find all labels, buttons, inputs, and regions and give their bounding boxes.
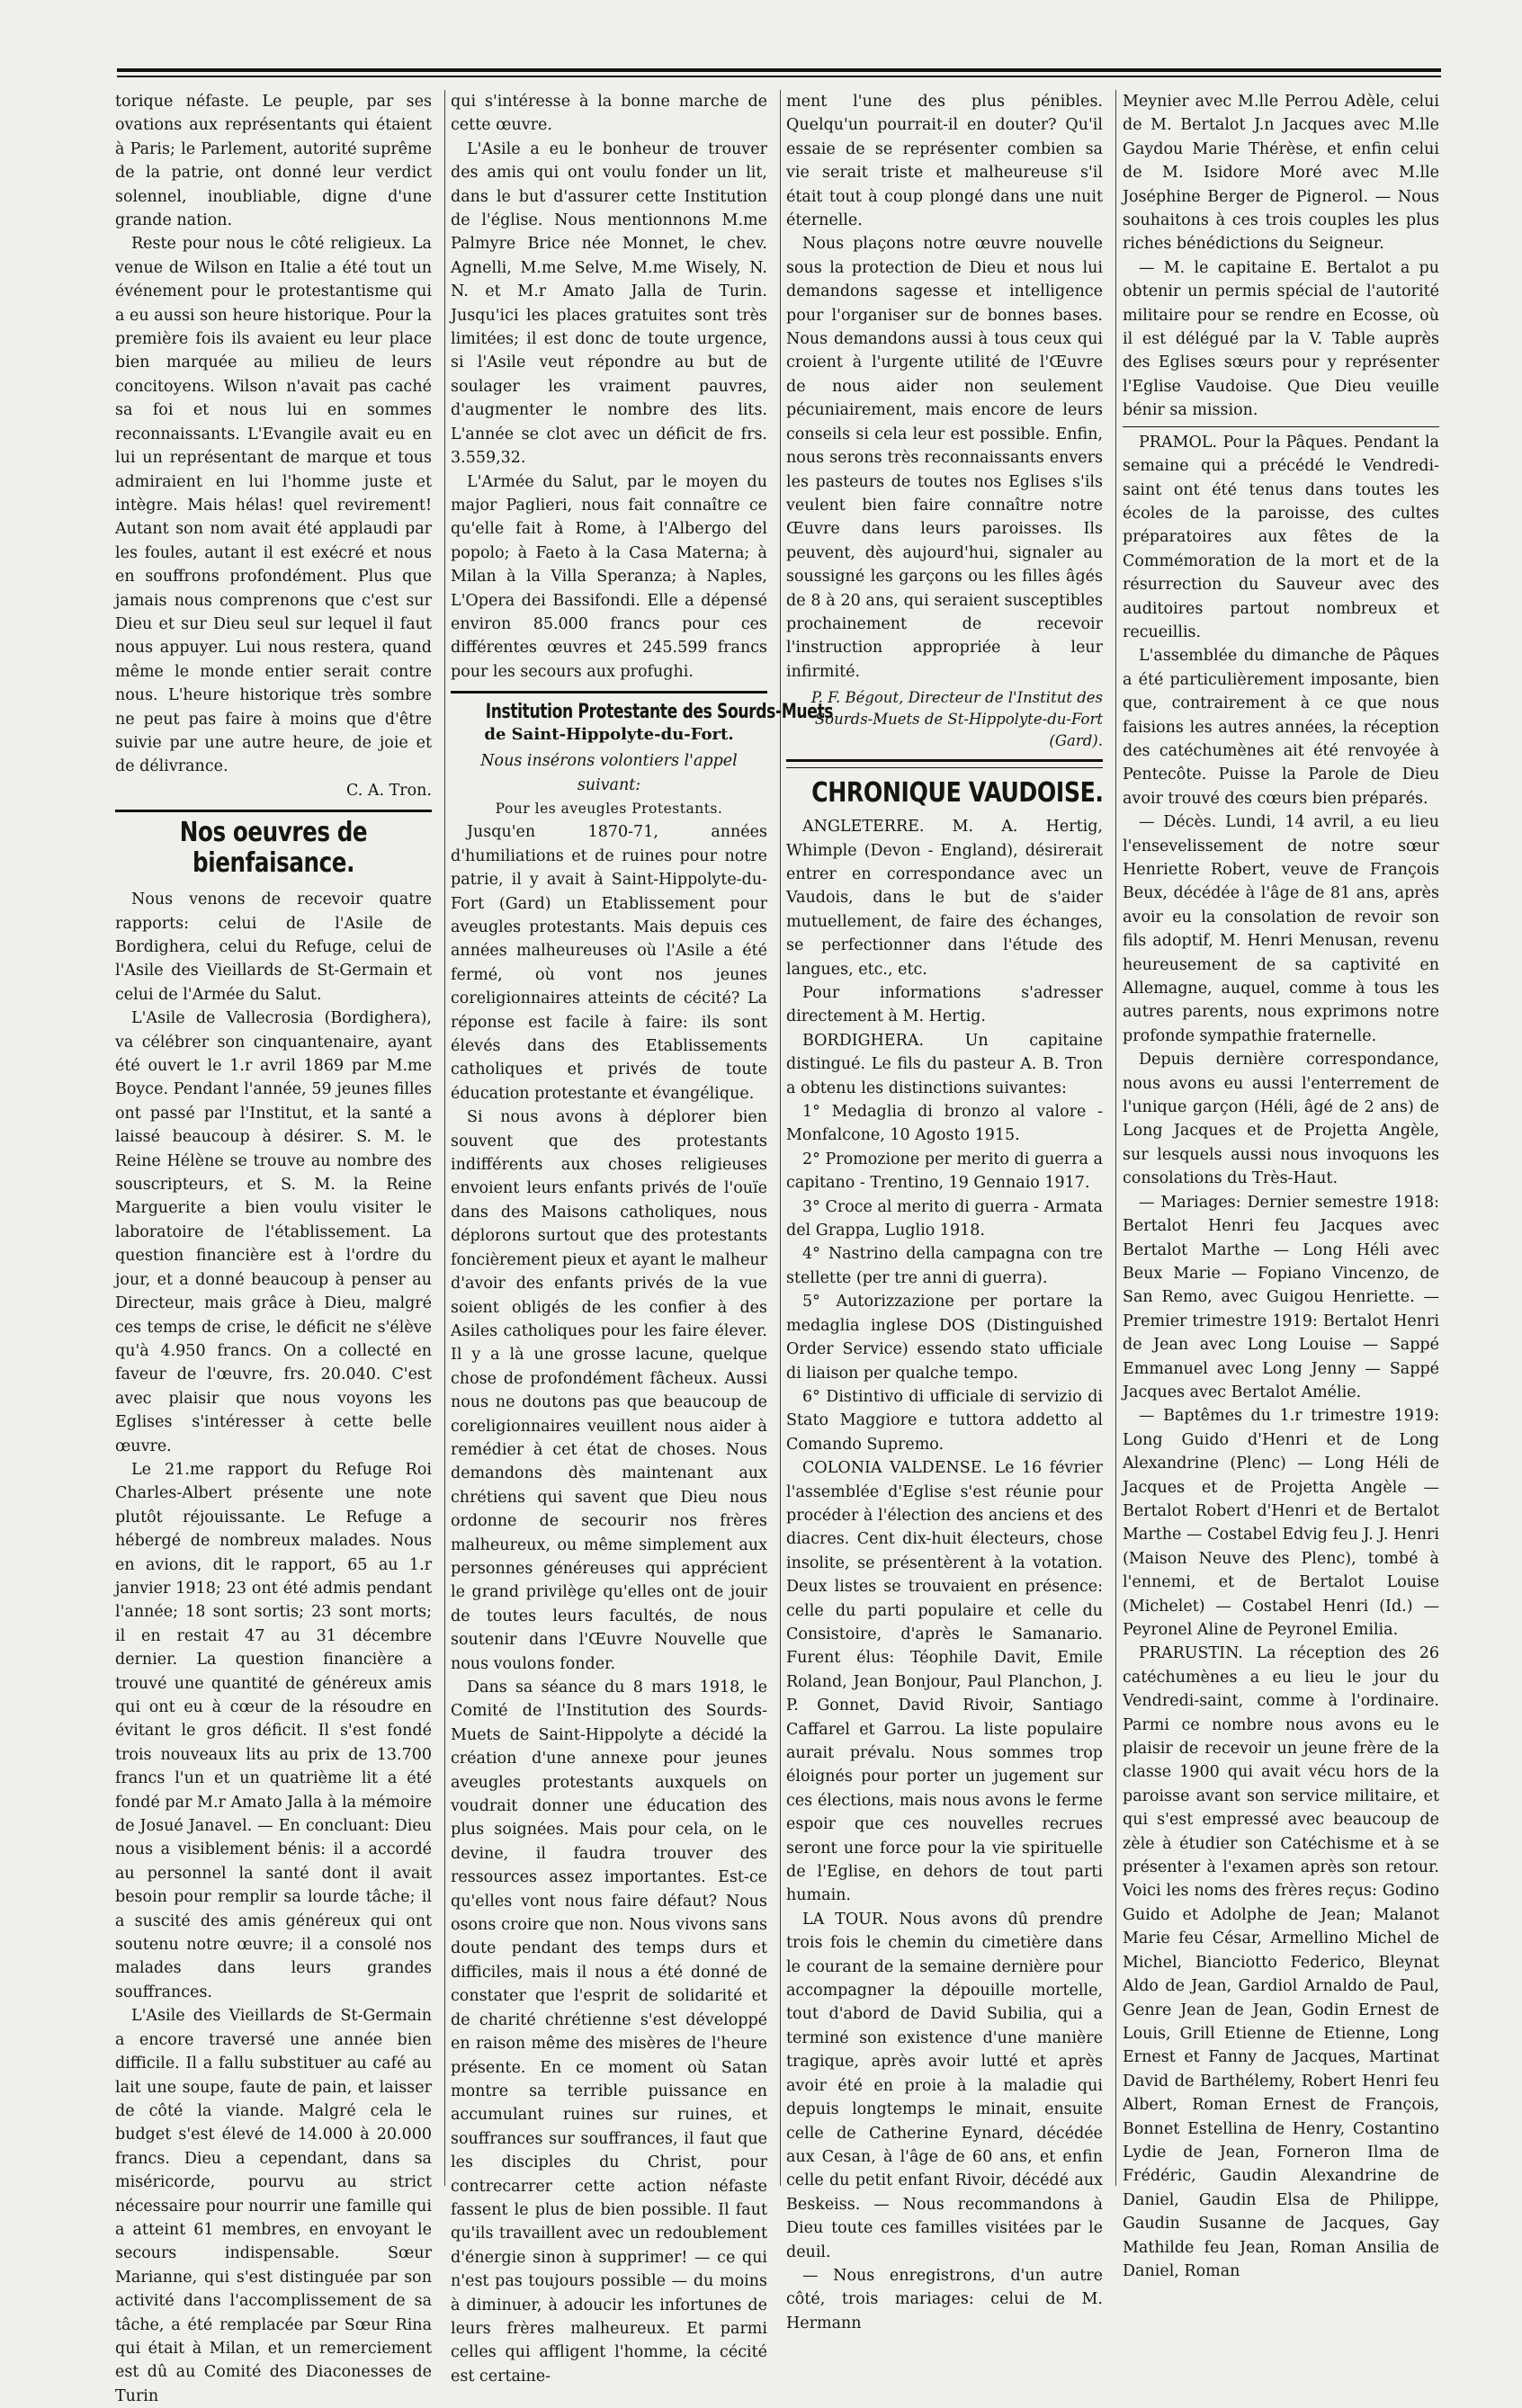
paragraph: L'Asile a eu le bonheur de trouver des amis qui ont voulu fonder un lit, dans le but d'assurer cette Institution de l'église. Nous mentionnons M.me Palmyre Brice née Monnet, le chev. Agnelli, M.me Selve, M.me Wisely, N. N. et M.r Amato Jalla de Turin. Jusqu'ici les places gratuites sont très limitées; il est donc de toute urgence, si l'Asile veut répondre au but de soulager les vraiment pauvres, d'augmenter le nombre des lits. L'année se clot avec un déficit de frs. 3.559,32. [451,139,767,468]
paragraph: PRAMOL. Pour la Pâques. Pendant la semaine qui a précédé le Vendredi-saint ont été tenus dans toutes les écoles de la paroisse, des cultes préparatoires aux fêtes de la Commémoration de la mort et de la résurrection du Sauveur avec des auditoires partout nombreux et recueillis. [1123,433,1439,641]
paragraph: BORDIGHERA. Un capitaine distingué. Le fils du pasteur A. B. Tron a obtenu les distinctions suivantes: [786,1031,1103,1097]
paragraph: Depuis dernière correspondance, nous avons eu aussi l'enterrement de l'unique garçon (Héli, âgé de 2 ans) de Long Jacques et de Projetta Angèle, sur lesquels aussi nous invoquons les consolations du Très-Haut. [1123,1051,1439,1188]
column-1 [115,90,432,2405]
newspaper-page [115,90,1446,2405]
top-rule-thin [117,76,1441,77]
section-rule [451,691,767,694]
section-rule [115,810,432,812]
paragraph: ANGLETERRE. M. A. Hertig, Whimple (Devon - England), désirerait entrer en correspondance avec un Vaudois, dans le but de s'aider mutuellement, de faire des échanges, se perfectionner dans l'étude des langues, etc., etc. [786,818,1103,979]
author-signature: C. A. Tron. [345,781,432,800]
paragraph: Nous venons de recevoir quatre rapports: celui de l'Asile de Bordighera, celui du Refuge, celui de l'Asile des Vieillards de St-Germain et celui de l'Armée du Salut. [115,891,432,1004]
list-item: 4° Nastrino della campagna con tre stellette (per tre anni di guerra). [786,1245,1103,1287]
paragraph: PRARUSTIN. La réception des 26 catéchumènes a eu lieu le jour du Vendredi-saint, comme à l'ordinaire. Parmi ce nombre nous avons eu le plaisir de recevoir un jeune frère de la classe 1900 qui avait vécu hors de la paroisse avant son service militaire, et qui s'est empressé avec beaucoup de zèle à étudier son Catéchisme et à se présenter à l'examen après son retour. Voici les noms des frères reçus: Godino Guido et Adolphe de Jean; Malanot Marie feu César, Armellino Michel de Michel, Bianciotto Federico, Bleynat Aldo de Jean, Gardiol Arnaldo de Paul, Genre Jean de Jean, Godin Ernest de Louis, Grill Etienne de Etienne, Long Ernest et Fanny de Jacques, Martinat David de Barthélemy, Robert Henri feu Albert, Roman Ernest de François, Bonnet Estellina de Henry, Costantino Lydie de Jean, Forneron Ilma de Frédéric, Gaudin Alexandrine de Daniel, Gaudin Elsa de Philippe, Gaudin Susanne de Jacques, Gay Mathilde feu Jean, Roman Ansilia de Daniel, Roman [1123,1644,1439,2280]
section-rule [786,759,1103,762]
paragraph: — Décès. Lundi, 14 avril, a eu lieu l'ensevelissement de notre sœur Henriette Robert, veuve de François Beux, décédée à l'âge de 81 ans, après avoir eu la consolation de revoir son fils adoptif, M. Henri Menusan, revenu heureusement de sa captivité en Allemagne, auquel, comme à tous les autres parents, nous exprimons notre profonde sympathie fraternelle. [1123,813,1439,1045]
paragraph: — Baptêmes du 1.r trimestre 1919: Long Guido d'Henri et de Long Alexandrine (Plenc) — Long Héli de Jacques et de Projetta Angèle — Bertalot Robert d'Henri et de Bertalot Marthe — Costabel Edvig feu J. J. Henri (Maison Neuve des Plenc), tombé à l'ennemi, et de Bertalot Louise (Michelet) — Costabel Henri (Id.) — Peyronel Aline de Peyronel Emilia. [1123,1407,1439,1639]
list-item: 1° Medaglia di bronzo al valore - Monfalcone, 10 Agosto 1915. [786,1103,1103,1145]
section-rule [786,767,1103,768]
paragraph: Nous plaçons notre œuvre nouvelle sous la protection de Dieu et nous lui demandons sagesse et intelligence pour l'organiser sur de bonnes bases. Nous demandons aussi à tous ceux qui croient à l'urgente utilité de l'Œuvre de nous aider non seulement pécuniairement, mais encore de leurs conseils si cela leur est possible. Enfin, nous serons très reconnaissants envers les pasteurs de toutes nos Eglises s'ils veulent bien faire connaître notre Œuvre dans leurs paroisses. Ils peuvent, dès aujourd'hui, signaler au soussigné les garçons ou les filles âgés de 8 à 20 ans, qui seraient susceptibles prochainement de recevoir l'instruction appropriée à leur infirmité. [786,235,1103,681]
paragraph: ment l'une des plus pénibles. Quelqu'un pourrait-il en douter? Qu'il essaie de se représenter combien sa vie serait triste et malheureuse s'il était tout à coup plongé dans une nuit éternelle. [786,93,1103,230]
paragraph: — Mariages: Dernier semestre 1918: Bertalot Henri feu Jacques avec Bertalot Marthe — Long Héli avec Beux Marie — Fopiano Vincenzo, de San Remo, avec Guigou Henriette. — Premier trimestre 1919: Bertalot Henri de Jean avec Long Louise — Sappé Emmanuel avec Long Jenny — Sappé Jacques avec Bertalot Amélie. [1123,1193,1439,1401]
paragraph: Pour informations s'adresser directement à M. Hertig. [786,984,1103,1026]
distinctions-list [786,1100,1103,1456]
paragraph: torique néfaste. Le peuple, par ses ovations aux représentants qui étaient à Paris; le Parlement, autorité suprême de la patrie, ont donné leur verdict solennel, inoubliable, digne d'une grande nation. [115,93,432,230]
paragraph: L'Armée du Salut, par le moyen du major Paglieri, nous fait connaître ce qu'elle fait à Rome, à l'Albergo del popolo; à Faeto à la Casa Materna; à Milan à la Villa Speranza; à Naples, L'Opera dei Bassifondi. Elle a dépensé environ 85.000 francs pour ces différentes œuvres et 245.599 francs pour les secours aux profughi. [451,472,767,681]
article-subtitle: Pour les aveugles Protestants. [495,800,723,817]
paragraph: Meynier avec M.lle Perrou Adèle, celui de M. Bertalot J.n Jacques avec M.lle Gaydou Marie Thérèse, et enfin celui de M. Isidore Moré avec M.lle Joséphine Berger de Pignerol. — Nous souhaitons à ces trois couples les plus riches bénédictions du Seigneur. [1123,93,1439,254]
paragraph: Dans sa séance du 8 mars 1918, le Comité de l'Institution des Sourds-Muets de Saint-Hippolyte a décidé la création d'une annexe pour jeunes aveugles protestants auxquels on voudrait donner une éducation des plus soignées. Mais pour cela, on le devine, il faudra trouver des ressources assez importantes. Est-ce qu'elles vont nous faire défaut? Nous osons croire que non. Nous vivons sans doute pendant des temps durs et difficiles, mais il nous a été donné de constater que l'esprit de solidarité et de charité chrétienne s'est développé en raison même des misères de l'heure présente. En ce moment où Satan montre sa terrible puissance en accumulant ruines sur ruines, et souffrances sur souffrances, il faut que les disciples du Christ, pour contrecarrer cette action néfaste fassent le plus de bien possible. Il faut qu'ils travaillent avec un redoublement d'énergie sinon à supprimer! — ce qui n'est pas toujours possible — du moins à diminuer, à adoucir les infortunes de leurs frères malheureux. Et parmi celles qui affligent l'homme, la cécité est certaine- [451,1678,767,2386]
paragraph: — M. le capitaine E. Bertalot a pu obtenir un permis spécial de l'autorité militaire pour se rendre en Ecosse, où il est délégué par la V. Table auprès des Eglises sœurs pour y représenter l'Eglise Vaudoise. Que Dieu veuille bénir sa mission. [1123,258,1439,420]
intro-line: Nous insérons volontiers l'appel suivant: [480,752,738,794]
paragraph: qui s'intéresse à la bonne marche de cette œuvre. [451,93,767,135]
list-item: 6° Distintivo di ufficiale di servizio di Stato Maggiore e tuttora addetto al Comando Supremo. [786,1387,1103,1454]
section-subheading: de Saint-Hippolyte-du-Fort. [484,725,734,745]
paragraph: Le 21.me rapport du Refuge Roi Charles-Albert présente une note plutôt réjouissante. Le Refuge a hébergé de nombreux malades. Nous en avions, dit le rapport, 65 au 1.r janvier 1918; 23 ont été admis pendant l'année; 18 sont sortis; 23 sont morts; il en restait 47 au 31 décembre dernier. La question financière a trouvé une quantité de généreux amis qui ont eu à cœur de la résoudre en évitant le gros déficit. Il s'est fondé trois nouveaux lits au prix de 13.700 francs l'un et un quatrième lit a été fondé par M.r Amato Jalla à la mémoire de Josué Janavel. — En concluant: Dieu nous a visiblement bénis: il a accordé au personnel la santé dont il avait besoin pour remplir sa lourde tâche; il a suscité des amis généreux qui ont soutenu notre œuvre; il a consolé nos malades dans leurs grandes souffrances. [115,1460,432,2001]
paragraph: Jusqu'en 1870-71, années d'humiliations et de ruines pour notre patrie, il y avait à Saint-Hippolyte-du-Fort (Gard) un Etablissement pour aveugles protestants. Mais depuis ces années malheureuses où l'Asile a été fermé, où vont nos jeunes coreligionnaires atteints de cécité? La réponse est facile à faire: ils sont élevés dans des Etablissements catholiques et privés de toute éducation protestante et évangélique. [451,823,767,1103]
author-signature: P. F. Bégout, Directeur de l'Institut des Sourds-Muets de St-Hippolyte-du-Fort (Gard). [810,689,1103,750]
section-rule [1123,426,1439,427]
column-3 [786,90,1104,2332]
top-rule-thick [117,68,1441,72]
column-2 [451,90,834,2386]
section-heading: Institution Protestante des Sourds-Muets [485,701,834,724]
paragraph: Si nous avons à déplorer bien souvent que des protestants indifférents aux choses religieuses envoient leurs enfants privés de l'ouïe dans des Maisons catholiques, nous déplorons surtout que des protestants foncièrement pieux et ayant le malheur d'avoir des enfants privés de la vue soient obligés de les confier à des Asiles catholiques pour les faire élever. Il y a là une grosse lacune, quelque chose de profondément fâcheux. Aussi nous ne doutons pas que beaucoup de coreligionnaires veuillent nous aider à remédier à cet état de choses. Nous demandons dès maintenant aux chrétiens qui savent que Dieu nous ordonne de secourir nos frères malheureux, ou même simplement aux personnes généreuses qui apprécient le grand privilège qu'elles ont de jouir de toutes leurs facultés, de nous soutenir dans l'Œuvre Nouvelle que nous voulons fonder. [451,1108,767,1673]
paragraph: COLONIA VALDENSE. Le 16 février l'assemblée d'Eglise s'est réunie pour procéder à l'élection des anciens et des diacres. Cent dix-huit électeurs, chose insolite, se présentèrent à la votation. Deux listes se trouvaient en présence: celle du parti populaire et celle du Consistoire, d'après le Samanario. Furent élus: Téophile Davit, Emile Roland, Jean Bonjour, Paul Planchon, J. P. Gonnet, David Rivoir, Santiago Caffarel et Garrou. La liste populaire aurait prévalu. Nous sommes trop éloignés pour porter un jugement sur ces élections, mais nous avons le ferme espoir que ces nouvelles recrues seront une force pour la vie spirituelle de l'Eglise, en dehors de tout parti humain. [786,1459,1103,1905]
paragraph: — Nous enregistrons, d'un autre côté, trois mariages: celui de M. Hermann [786,2266,1103,2332]
list-item: 5° Autorizzazione per portare la medaglia inglese DOS (Distinguished Order Service) essendo stato ufficiale di liaison per qualche tempo. [786,1293,1103,1383]
list-item: 2° Promozione per merito di guerra a capitano - Trentino, 19 Gennaio 1917. [786,1150,1103,1193]
section-heading: CHRONIQUE VAUDOISE. [811,777,1104,810]
list-item: 3° Croce al merito di guerra - Armata del Grappa, Luglio 1918. [786,1197,1103,1240]
section-heading: Nos oeuvres de bienfaisance. [179,817,368,880]
paragraph: L'Asile de Vallecrosia (Bordighera), va célébrer son cinquantenaire, ayant été ouvert le 1.r avril 1869 par M.me Boyce. Pendant l'année, 59 jeunes filles ont passé par l'Institut, et la santé a laissé beaucoup à désirer. S. M. le Reine Hélène se trouve au nombre des souscripteurs, et S. M. la Reine Marguerite a bien voulu visiter le laboratoire de l'établissement. La question financière est à l'ordre du jour, et a donné beaucoup à penser au Directeur, mais grâce à Dieu, malgré ces temps de crise, le déficit ne s'élève qu'à 4.950 francs. On a collecté en faveur de l'œuvre, frs. 20.040. C'est avec plaisir que nous voyons les Eglises s'intéresser à cette belle œuvre. [115,1009,432,1455]
paragraph: Reste pour nous le côté religieux. La venue de Wilson en Italie a été tout un événement pour le protestantisme qui a eu aussi son heure historique. Pour la première fois ils avaient eu leur place bien marquée au milieu de leurs concitoyens. Wilson n'avait pas caché sa foi et nous lui en sommes reconnaissants. L'Evangile avait eu en lui un représentant de marque et tous admiraient en lui l'homme juste et intègre. Mais hélas! quel revirement! Autant son nom avait été applaudi par les foules, autant il est exécré et nous en souffrons profondément. Plus que jamais nous comprenons que c'est sur Dieu et sur Dieu seul sur lequel il faut nous appuyer. Lui nous restera, quand même le monde entier serait contre nous. L'heure historique très sombre ne peut pas faire à moins que d'être suivie par une autre heure, de joie et de délivrance. [115,235,432,776]
paragraph: L'assemblée du dimanche de Pâques a été particulièrement imposante, bien que, contrairement à ce que nous faisions les autres années, la réception des catéchumènes ait été renvoyée à Pentecôte. Puisse la Parole de Dieu avoir trouvé des cœurs bien préparés. [1123,647,1439,808]
paragraph: LA TOUR. Nous avons dû prendre trois fois le chemin du cimetière dans le courant de la semaine dernière pour accompagner la dépouille mortelle, tout d'abord de David Subilia, qui a terminé son existence d'une manière tragique, après avoir lutté et après avoir été en proie à la maladie qui depuis longtemps le minait, ensuite celle de Catherine Eynard, décédée aux Cesan, à l'âge de 60 ans, et enfin celle du petit enfant Rivoir, décédé aux Beskeiss. — Nous recommandons à Dieu toute ces familles visitées par le deuil. [786,1910,1103,2261]
column-4 [1123,90,1439,2280]
paragraph: L'Asile des Vieillards de St-Germain a encore traversé une année bien difficile. Il a fallu substituer au café au lait une soupe, faute de pain, et laisser de côté la viande. Malgré cela le budget s'est élevé de 14.000 à 20.000 francs. Dieu a cependant, dans sa miséricorde, pourvu au strict nécessaire pour nourrir une famille qui a atteint 61 membres, en envoyant le secours indispensable. Sœur Marianne, qui s'est distinguée par son activité dans l'accomplissement de sa tâche, a été remplacée par Sœur Rina qui était à Milan, et un remerciement est dû au Comité des Diaconesses de Turin [115,2007,432,2405]
